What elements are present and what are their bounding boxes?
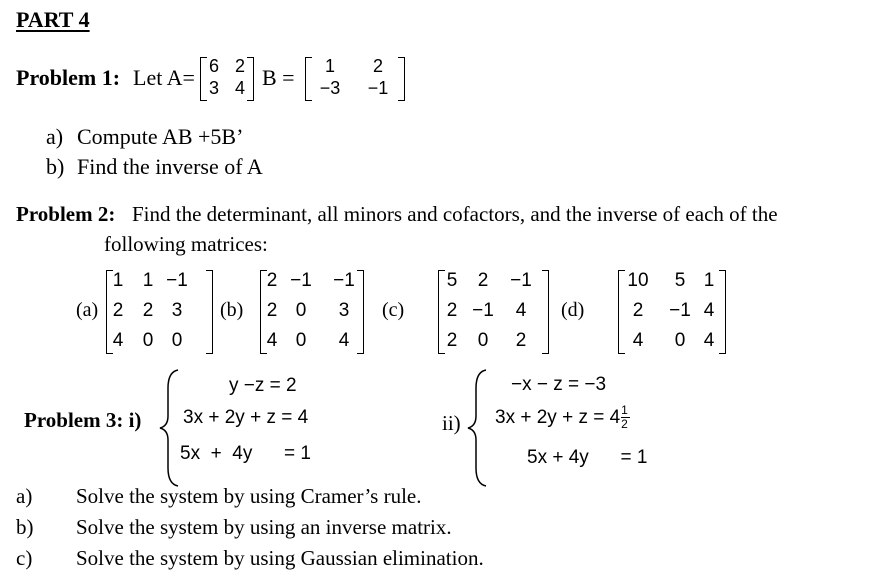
system-2-eq-3: 5x + 4y = 1 bbox=[527, 447, 648, 468]
matrix-a-cell: 2 bbox=[234, 56, 245, 76]
matrix-cell: 0 bbox=[171, 330, 183, 351]
brace-system-1 bbox=[158, 368, 182, 488]
matrix-cell: 4 bbox=[703, 300, 715, 321]
right-bracket bbox=[206, 270, 213, 354]
matrix-cell: 2 bbox=[112, 300, 124, 321]
system-1-eq-1: y −z = 2 bbox=[229, 375, 297, 396]
p1-item-b-marker: b) bbox=[46, 154, 65, 179]
matrix-cell: −1 bbox=[333, 270, 355, 291]
matrix-b-cell: 1 bbox=[324, 56, 335, 76]
fraction-numerator: 1 bbox=[621, 403, 628, 417]
part-title: PART 4 bbox=[16, 7, 90, 32]
matrix-cell: 4 bbox=[515, 300, 527, 321]
matrix-cell: 10 bbox=[627, 270, 649, 291]
p1-item-a-text: Compute AB +5B’ bbox=[77, 124, 244, 149]
matrix-cell: 5 bbox=[674, 270, 686, 291]
brace-system-2 bbox=[466, 368, 490, 488]
matrix-cell: −1 bbox=[669, 300, 691, 321]
right-bracket bbox=[357, 270, 364, 354]
matrix-cell: 4 bbox=[632, 330, 644, 351]
matrix-b-cell: −1 bbox=[367, 78, 389, 98]
matrix-cell: 2 bbox=[266, 300, 278, 321]
system-2-marker: ii) bbox=[442, 411, 461, 435]
matrix-cell: 4 bbox=[266, 330, 278, 351]
matrix-tag: (c) bbox=[382, 299, 405, 321]
system-2-eq-1: −x − z = −3 bbox=[511, 374, 607, 395]
matrix-tag: (b) bbox=[220, 299, 244, 321]
matrix-cell: 4 bbox=[703, 330, 715, 351]
problem-1-intro: Let A= bbox=[133, 65, 195, 90]
matrix-cell: 1 bbox=[112, 270, 124, 291]
task-b-marker: b) bbox=[16, 515, 34, 539]
p1-item-b-text: Find the inverse of A bbox=[77, 154, 263, 179]
task-c-marker: c) bbox=[16, 546, 33, 570]
matrix-cell: 0 bbox=[295, 330, 307, 351]
matrix-cell: 2 bbox=[446, 330, 458, 351]
matrix-cell: 2 bbox=[515, 330, 527, 351]
matrix-cell: 4 bbox=[112, 330, 124, 351]
matrix-cell: 2 bbox=[266, 270, 278, 291]
matrix-b-label: B = bbox=[262, 65, 295, 90]
matrix-a-cell: 4 bbox=[234, 78, 245, 98]
task-a-text: Solve the system by using Cramer’s rule. bbox=[76, 484, 422, 508]
matrix-cell: 0 bbox=[674, 330, 686, 351]
matrix-a-cell: 6 bbox=[208, 56, 219, 76]
matrix-cell: −1 bbox=[290, 270, 312, 291]
fraction-one-half bbox=[621, 403, 631, 431]
matrix-cell: 0 bbox=[295, 300, 307, 321]
matrix-a-cell: 3 bbox=[208, 78, 219, 98]
problem-3-label: Problem 3: i) bbox=[24, 408, 142, 432]
matrix-cell: 2 bbox=[632, 300, 644, 321]
matrix-cell: 3 bbox=[171, 300, 183, 321]
problem-2-text-line2: following matrices: bbox=[104, 232, 268, 256]
matrix-cell: −1 bbox=[472, 300, 494, 321]
matrix-cell: 5 bbox=[446, 270, 458, 291]
matrix-cell: 2 bbox=[477, 270, 489, 291]
task-a-marker: a) bbox=[16, 484, 33, 508]
matrix-cell: 2 bbox=[142, 300, 154, 321]
system-2-eq-2: 3x + 2y + z = 4 $\frac{1}{2}$ bbox=[495, 407, 631, 429]
matrix-cell: 4 bbox=[338, 330, 350, 351]
problem-2-label: Problem 2: bbox=[16, 202, 116, 226]
matrix-cell: −1 bbox=[510, 270, 532, 291]
fraction-denominator: 2 bbox=[621, 417, 628, 431]
matrix-cell: 0 bbox=[142, 330, 154, 351]
system-1-eq-3: 5x + 4y = 1 bbox=[180, 443, 311, 464]
task-b-text: Solve the system by using an inverse matrix. bbox=[76, 515, 452, 539]
system-1-eq-2: 3x + 2y + z = 4 bbox=[183, 407, 309, 428]
matrix-cell: 2 bbox=[446, 300, 458, 321]
matrix-b-cell: −3 bbox=[319, 78, 341, 98]
matrix-tag: (d) bbox=[561, 299, 585, 321]
matrix-b-cell: 2 bbox=[372, 56, 383, 76]
right-bracket bbox=[542, 270, 549, 354]
matrix-cell: 1 bbox=[703, 270, 715, 291]
matrix-cell: −1 bbox=[166, 270, 188, 291]
p1-item-a-marker: a) bbox=[46, 124, 64, 149]
matrix-cell: 0 bbox=[477, 330, 489, 351]
problem-2-text-line1: Find the determinant, all minors and cofactors, and the inverse of each of the bbox=[132, 202, 778, 226]
matrix-tag: (a) bbox=[76, 299, 99, 321]
matrix-cell: 1 bbox=[142, 270, 154, 291]
problem-1-label: Problem 1: bbox=[16, 65, 121, 90]
matrix-cell: 3 bbox=[338, 300, 350, 321]
task-c-text: Solve the system by using Gaussian elimination. bbox=[76, 546, 484, 570]
